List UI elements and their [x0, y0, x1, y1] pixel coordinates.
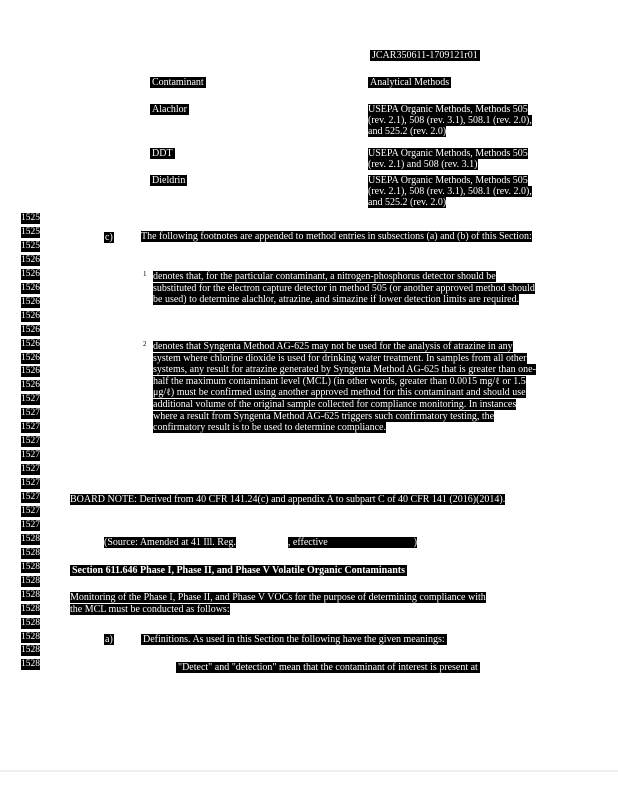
- methods-text: USEPA Organic Methods, Methods 505 (rev. 2.1), 508 (rev. 3.1), 508.1 (rev. 2.0), and 525.2 (rev. 2.0): [368, 175, 532, 209]
- board-note: [70, 494, 530, 506]
- line-number: 15276: [21, 478, 45, 489]
- line-number: 15286: [21, 617, 45, 628]
- contaminant-name: Alachlor: [152, 104, 187, 115]
- paragraph-text: denotes that Syngenta Method AG-625 may not be used for the analysis of atrazine in any system where chlorine dioxide is used for drinking water treatment. In samples from all other systems, any result for atrazine generated by Syngenta Method AG-625 that is greater than one-half the maximum contaminant level (MCL) (in other words, greater than 0.0015 mg/ℓ or 1.5 μg/ℓ) must be confirmed using another approved method for this contaminant and should use additional volume of the original sample collected for compliance monitoring. In instances where a result from Syngenta Method AG-625 triggers such confirmatory testing, the confirmatory result is to be used to determine compliance.: [153, 341, 536, 434]
- line-number: 15258: [21, 226, 45, 237]
- line-number: 15263: [21, 296, 45, 307]
- line-number: 15267: [21, 352, 45, 363]
- line-number: 15284: [21, 589, 45, 600]
- line-number: 15269: [21, 380, 45, 391]
- line-number: 15282: [21, 561, 45, 572]
- line-number: 15257: [21, 213, 45, 223]
- contaminant-name: DDT: [152, 148, 173, 159]
- contaminant-methods: [368, 104, 542, 138]
- methods-text: USEPA Organic Methods, Methods 505 (rev. 2.1) and 508 (rev. 3.1): [368, 148, 528, 171]
- line-number: 15288: [21, 645, 45, 656]
- contaminant-methods: [368, 148, 542, 170]
- paragraph-text: The following footnotes are appended to method entries in subsections (a) and (b) of this Section:: [141, 231, 532, 242]
- footnote-2-text: [153, 341, 541, 434]
- line-number: 15266: [21, 338, 45, 349]
- methods-text: USEPA Organic Methods, Methods 505 (rev. 2.1), 508 (rev. 3.1), 508.1 (rev. 2.0), and 525.2 (rev. 2.0): [368, 104, 532, 138]
- table-header-methods: Analytical Methods: [370, 77, 450, 88]
- monitoring-paragraph: [70, 592, 490, 615]
- table-header-contaminant: Contaminant: [152, 77, 204, 88]
- line-number: 15261: [21, 268, 45, 279]
- line-number: 15285: [21, 603, 45, 614]
- line-number: 15289: [21, 659, 45, 670]
- footnote-1-text: [153, 271, 535, 306]
- line-number: 15260: [21, 254, 45, 265]
- line-number: 15268: [21, 366, 45, 377]
- footnote-2-marker: 2: [143, 340, 147, 348]
- line-number: 15281: [21, 547, 45, 558]
- detect-definition: "Detect" and "detection" mean that the contaminant of interest is present at: [178, 662, 478, 673]
- line-number: 15262: [21, 282, 45, 293]
- line-number: 15287: [21, 631, 45, 642]
- line-number: 15264: [21, 310, 45, 321]
- line-number: 15280: [21, 533, 45, 544]
- line-number: 15274: [21, 450, 45, 461]
- source-text-2: , effective: [287, 537, 328, 548]
- paragraph-text: Monitoring of the Phase I, Phase II, and Phase V VOCs for the purpose of determining compliance with the MCL must be conducted as follows:: [70, 592, 486, 615]
- contaminant-methods: [368, 175, 542, 209]
- contaminant-name: Dieldrin: [152, 175, 186, 186]
- line-number: 15278: [21, 505, 45, 516]
- document-id: JCAR350611-1709121r01: [372, 50, 478, 61]
- line-number: 15272: [21, 422, 45, 433]
- definitions-text: Definitions. As used in this Section the following have the given meanings:: [143, 634, 445, 645]
- line-number: 15265: [21, 324, 45, 335]
- line-number: 15283: [21, 575, 45, 586]
- line-number: 15273: [21, 436, 45, 447]
- paragraph-text: denotes that, for the particular contaminant, a nitrogen-phosphorus detector should be substituted for the electron capture detector in method 505 (or another approved method should be used) to determine alachlor, atrazine, and simazine if lower detection limits are required.: [153, 271, 535, 306]
- source-line: [104, 537, 417, 548]
- subsection-label: c): [105, 232, 113, 243]
- section-heading: Section 611.646 Phase I, Phase II, and Phase V Volatile Organic Contaminants: [72, 565, 406, 576]
- line-number: 15277: [21, 492, 45, 502]
- footnote-1-marker: 1: [143, 270, 147, 278]
- line-number: 15270: [21, 394, 45, 405]
- source-text-3: ): [413, 537, 418, 548]
- line-number: 15259: [21, 240, 45, 251]
- subsection-c-text: [141, 231, 541, 243]
- page-footer-rule: [0, 770, 618, 772]
- line-number: 15275: [21, 464, 45, 475]
- line-number: 15271: [21, 408, 45, 419]
- subsection-label: a): [105, 634, 113, 645]
- paragraph-text: BOARD NOTE: Derived from 40 CFR 141.24(c) and appendix A to subpart C of 40 CFR 141 (2016)(2014).: [70, 494, 506, 505]
- line-number: 15279: [21, 519, 45, 530]
- source-text-1: (Source: Amended at 41 Ill. Reg.: [104, 537, 236, 548]
